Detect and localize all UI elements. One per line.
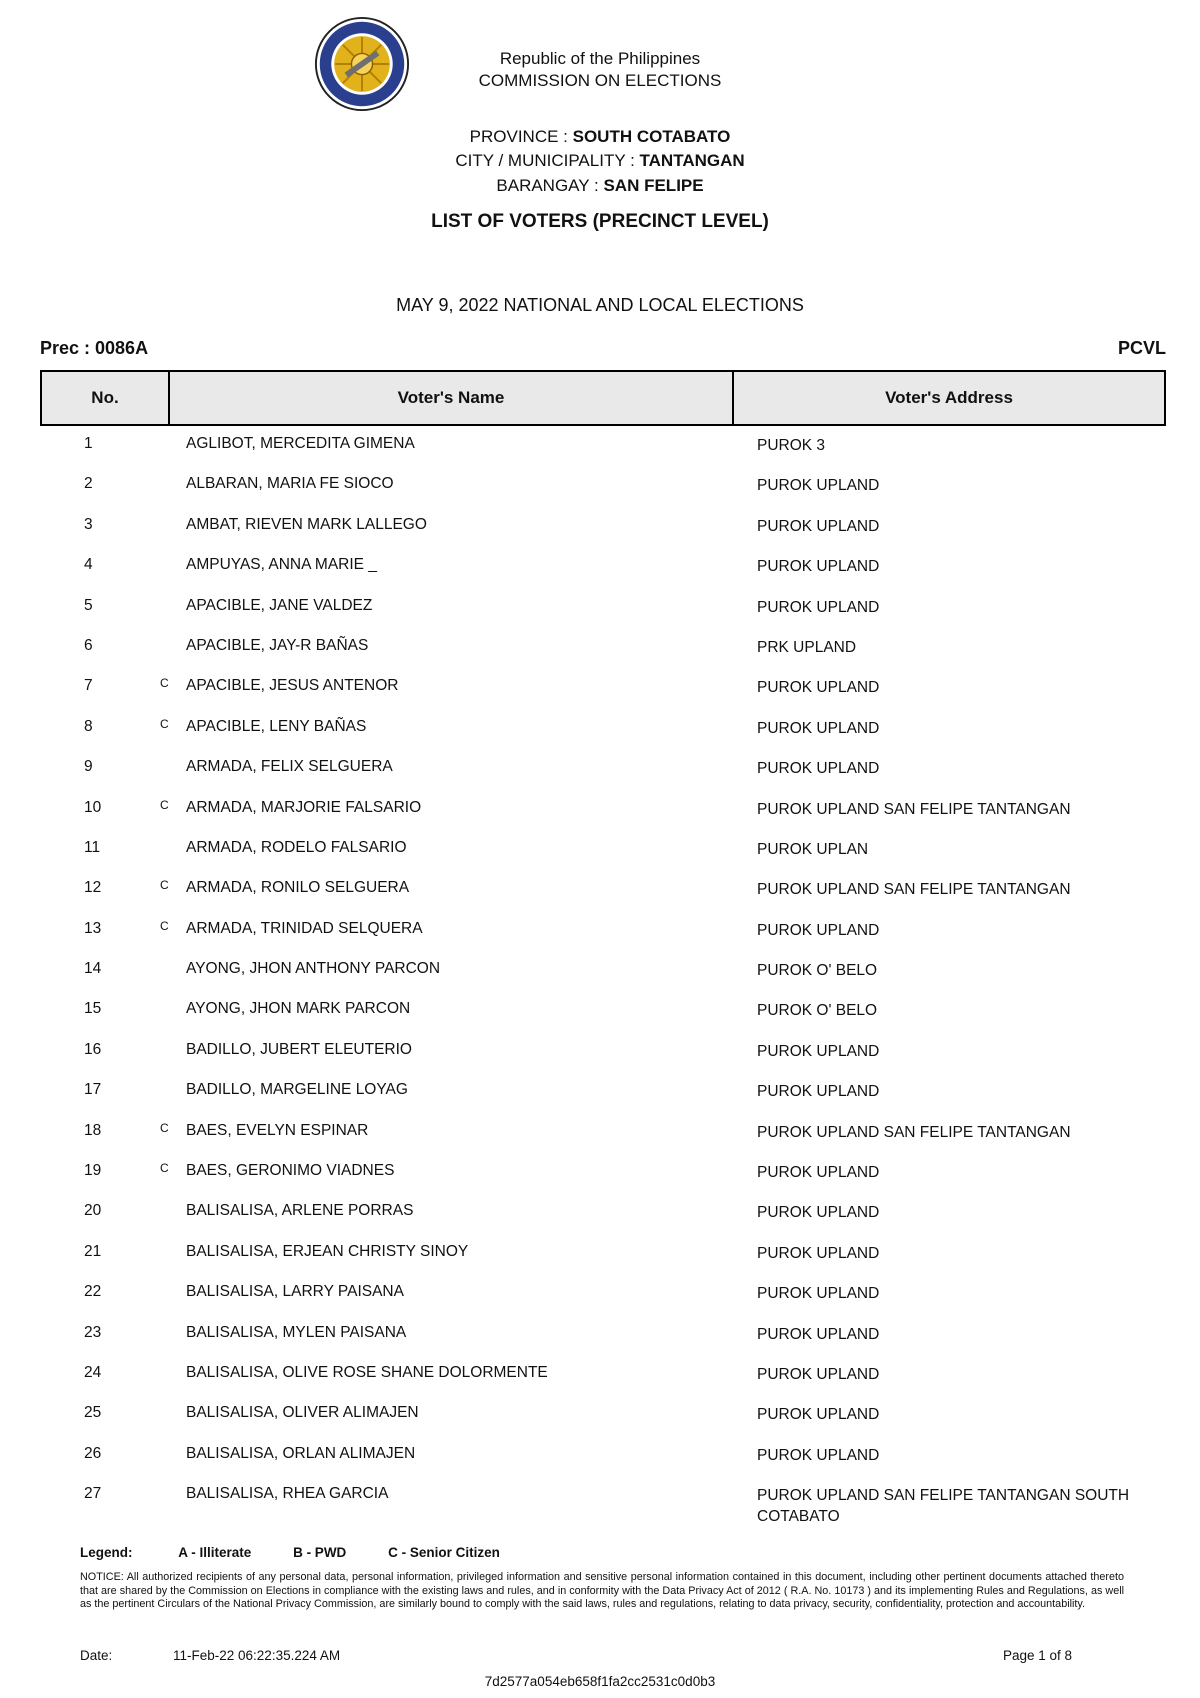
voter-address: PUROK UPLAND SAN FELIPE TANTANGAN [757, 800, 1071, 818]
voter-tag: C [160, 1120, 169, 1135]
legend-item-illiterate: A - Illiterate [178, 1545, 252, 1560]
table-row [40, 668, 1166, 708]
barangay-line [0, 175, 1200, 197]
voter-address: PUROK UPLAND SAN FELIPE TANTANGAN SOUTH COTABATO [757, 1487, 1130, 1526]
voter-tag: C [160, 1161, 169, 1176]
page-number: Page 1 of 8 [1003, 1648, 1073, 1663]
voter-number: 1 [84, 435, 93, 452]
voter-number: 19 [84, 1162, 102, 1180]
column-header-name: Voter's Name [169, 371, 733, 425]
voter-name: APACIBLE, JANE VALDEZ [186, 596, 373, 614]
table-row [40, 547, 1166, 587]
city-line [0, 150, 1200, 172]
table-row [40, 911, 1166, 951]
voter-address: PUROK UPLAND [757, 1365, 880, 1383]
voter-address: PUROK UPLAND [757, 1446, 880, 1464]
voter-tag: C [160, 797, 169, 812]
voter-number: 7 [84, 677, 93, 695]
table-row [40, 507, 1166, 547]
voter-number: 8 [84, 717, 93, 735]
table-row [40, 1274, 1166, 1314]
table-row [40, 830, 1166, 870]
voter-address: PUROK UPLAND [757, 1244, 880, 1262]
voter-address: PUROK UPLAND [757, 517, 880, 535]
voter-address: PUROK UPLAND [757, 1164, 880, 1182]
voter-tag: C [160, 676, 169, 691]
voter-address: PUROK UPLAND SAN FELIPE TANTANGAN [757, 881, 1071, 899]
legend-item-pwd: B - PWD [293, 1545, 347, 1560]
voter-number: 24 [84, 1363, 102, 1381]
voter-number: 17 [84, 1081, 102, 1099]
voter-address: PUROK UPLAND [757, 558, 880, 576]
voter-address: PUROK UPLAND [757, 719, 880, 737]
voter-number: 14 [84, 960, 102, 978]
table-row [40, 1395, 1166, 1435]
republic-line: Republic of the Philippines [499, 49, 701, 68]
legend-item-senior: C - Senior Citizen [388, 1545, 500, 1560]
voter-name: BADILLO, JUBERT ELEUTERIO [186, 1040, 412, 1058]
table-row [40, 628, 1166, 668]
document-title: LIST OF VOTERS (PRECINCT LEVEL) [431, 211, 769, 232]
barangay-value: SAN FELIPE [603, 176, 704, 195]
voter-number: 21 [84, 1242, 102, 1260]
table-row [40, 991, 1166, 1031]
voter-number: 22 [84, 1283, 102, 1301]
table-row [40, 426, 1166, 466]
voter-address: PUROK UPLAND [757, 1204, 880, 1222]
voter-name: AMBAT, RIEVEN MARK LALLEGO [186, 515, 427, 533]
voter-name: APACIBLE, JESUS ANTENOR [186, 677, 399, 695]
voter-name: BALISALISA, LARRY PAISANA [186, 1283, 404, 1301]
table-row [40, 951, 1166, 991]
voter-name: BALISALISA, ERJEAN CHRISTY SINOY [186, 1242, 469, 1260]
voter-address: PUROK O' BELO [757, 962, 878, 980]
voter-name: ARMADA, TRINIDAD SELQUERA [186, 919, 423, 937]
voter-name: ARMADA, RONILO SELGUERA [186, 879, 410, 897]
voter-address: PUROK UPLAND SAN FELIPE TANTANGAN [757, 1123, 1071, 1141]
voter-number: 20 [84, 1202, 102, 1220]
voter-address: PUROK UPLAND [757, 921, 880, 939]
voter-name: BALISALISA, ORLAN ALIMAJEN [186, 1444, 416, 1462]
voter-name: BALISALISA, MYLEN PAISANA [186, 1323, 407, 1341]
voter-number: 3 [84, 515, 93, 533]
table-row [40, 588, 1166, 628]
voter-number: 25 [84, 1404, 102, 1422]
table-row [40, 1315, 1166, 1355]
voter-name: ALBARAN, MARIA FE SIOCO [186, 475, 394, 493]
table-row [40, 1355, 1166, 1395]
voter-name: ARMADA, FELIX SELGUERA [186, 758, 393, 776]
precinct-code: PCVL [1117, 338, 1166, 358]
date-value: 11-Feb-22 06:22:35.224 AM [173, 1648, 341, 1663]
voters-table [40, 370, 1166, 426]
voter-name: ARMADA, MARJORIE FALSARIO [186, 798, 422, 816]
legend-label: Legend: [80, 1545, 133, 1560]
voter-number: 18 [84, 1121, 102, 1139]
date-label: Date: [80, 1648, 113, 1663]
precinct-label: Prec : 0086A [40, 338, 149, 358]
voter-address: PUROK UPLAND [757, 1406, 880, 1424]
barangay-label: BARANGAY : [496, 176, 604, 195]
city-label: CITY / MUNICIPALITY : [455, 151, 640, 170]
commission-line: COMMISSION ON ELECTIONS [478, 71, 722, 90]
voter-address: PUROK UPLAND [757, 1285, 880, 1303]
table-row [40, 1193, 1166, 1233]
voter-address: PUROK UPLAND [757, 1325, 880, 1343]
voter-name: APACIBLE, LENY BAÑAS [186, 717, 367, 735]
voter-name: AMPUYAS, ANNA MARIE _ [186, 556, 377, 574]
voter-number: 23 [84, 1323, 102, 1341]
table-row [40, 1113, 1166, 1153]
voter-name: ARMADA, RODELO FALSARIO [186, 838, 407, 856]
voter-address: PUROK UPLAND [757, 760, 880, 778]
voter-name: AYONG, JHON MARK PARCON [186, 1000, 411, 1018]
table-header-row [41, 371, 1165, 425]
voter-name: BADILLO, MARGELINE LOYAG [186, 1081, 408, 1099]
province-line [0, 126, 1200, 148]
voter-tag: C [160, 918, 169, 933]
voter-number: 16 [84, 1040, 102, 1058]
voter-number: 4 [84, 556, 93, 574]
table-row [40, 1476, 1166, 1534]
voter-address: PUROK UPLAND [757, 477, 880, 495]
table-row [40, 749, 1166, 789]
voter-tag: C [160, 878, 169, 893]
province-value: SOUTH COTABATO [572, 127, 731, 146]
voter-rows [40, 426, 1166, 1534]
table-row [40, 790, 1166, 830]
table-row [40, 466, 1166, 506]
voter-address: PUROK UPLAND [757, 1083, 880, 1101]
voter-number: 9 [84, 758, 93, 776]
voter-tag: C [160, 716, 169, 731]
document-hash: 7d2577a054eb658f1fa2cc2531c0d0b3 [484, 1674, 716, 1689]
voter-number: 27 [84, 1485, 102, 1503]
province-label: PROVINCE : [469, 127, 573, 146]
voter-number: 2 [84, 475, 93, 493]
table-row [40, 1072, 1166, 1112]
voter-number: 10 [84, 798, 102, 816]
voter-name: BAES, EVELYN ESPINAR [186, 1121, 369, 1139]
election-title: MAY 9, 2022 NATIONAL AND LOCAL ELECTIONS [396, 295, 804, 315]
voter-address: PUROK UPLAN [757, 840, 869, 858]
voter-name: AGLIBOT, MERCEDITA GIMENA [186, 435, 415, 452]
voter-number: 12 [84, 879, 102, 897]
voter-address: PRK UPLAND [757, 638, 857, 656]
voter-address: PUROK O' BELO [757, 1002, 878, 1020]
voter-address: PUROK UPLAND [757, 1042, 880, 1060]
voter-name: BALISALISA, RHEA GARCIA [186, 1485, 389, 1503]
voter-address: PUROK UPLAND [757, 598, 880, 616]
voter-number: 6 [84, 636, 93, 654]
table-row [40, 1234, 1166, 1274]
table-row [40, 1436, 1166, 1476]
column-header-no: No. [41, 371, 169, 425]
voter-name: APACIBLE, JAY-R BAÑAS [186, 636, 369, 654]
legend [80, 1545, 538, 1560]
voter-number: 13 [84, 919, 102, 937]
voter-number: 15 [84, 1000, 102, 1018]
voter-number: 26 [84, 1444, 102, 1462]
voter-name: AYONG, JHON ANTHONY PARCON [186, 960, 441, 978]
voter-number: 11 [84, 838, 101, 856]
city-value: TANTANGAN [639, 151, 745, 170]
voter-number: 5 [84, 596, 93, 614]
table-row [40, 1153, 1166, 1193]
column-header-address: Voter's Address [733, 371, 1165, 425]
voter-address: PUROK 3 [757, 437, 826, 454]
table-row [40, 1032, 1166, 1072]
voter-name: BALISALISA, ARLENE PORRAS [186, 1202, 414, 1220]
voter-name: BALISALISA, OLIVE ROSE SHANE DOLORMENTE [186, 1363, 548, 1381]
table-row [40, 709, 1166, 749]
table-row [40, 870, 1166, 910]
privacy-notice: NOTICE: All authorized recipients of any personal data, personal information, privileged information and sensitive personal information contained in this document, including other pertinent documents attached thereto that are shared by the Commission on Elections in compliance with the existing laws and rules, and in conformity with the Data Privacy Act of 2012 ( R.A. No. 10173 ) and its implementing Rules and Regulations, as well as the pertinent Circulars of the National Privacy Commission, are similarly bound to comply with the said laws, rules and regulations, relating to data privacy, security, confidentiality, protection and accountability. [80, 1571, 1124, 1611]
voter-name: BALISALISA, OLIVER ALIMAJEN [186, 1404, 419, 1422]
voter-address: PUROK UPLAND [757, 679, 880, 697]
voter-name: BAES, GERONIMO VIADNES [186, 1162, 395, 1180]
